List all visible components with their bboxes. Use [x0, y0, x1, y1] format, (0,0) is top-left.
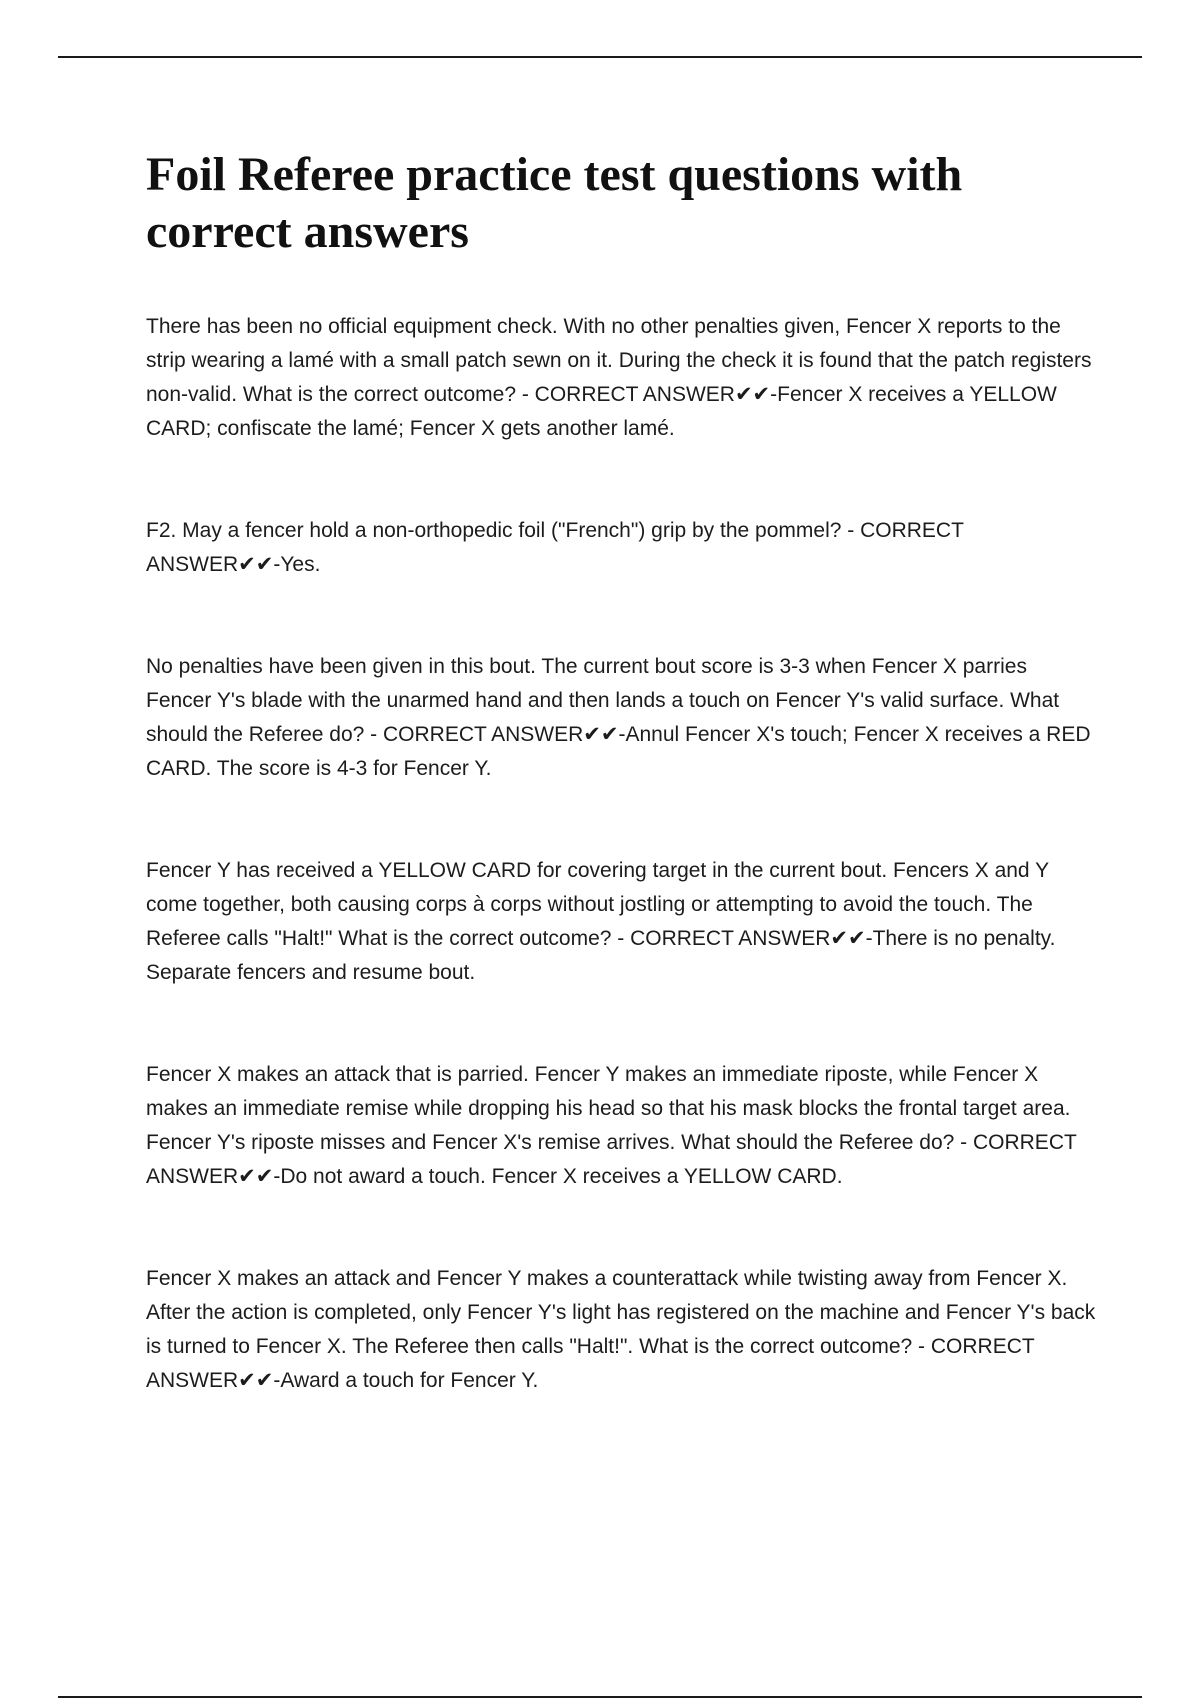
- qa-item-4: Fencer Y has received a YELLOW CARD for covering target in the current bout. Fencers X and Y come together, both causing corps à corps without jostling or attempting to avoid the touch. The Referee calls "Halt!" What is the correct outcome? - CORRECT ANSWER✔✔-There is no penalty. Separate fencers and resume bout.: [146, 859, 1056, 984]
- qa-item-3: No penalties have been given in this bout. The current bout score is 3-3 when Fencer X parries Fencer Y's blade with the unarmed hand and then lands a touch on Fencer Y's valid surface. What should the Referee do? - CORRECT ANSWER✔✔-Annul Fencer X's touch; Fencer X receives a RED CARD. The score is 4-3 for Fencer Y.: [146, 655, 1091, 780]
- qa-item-6: Fencer X makes an attack and Fencer Y makes a counterattack while twisting away from Fencer X. After the action is completed, only Fencer Y's light has registered on the machine and Fencer Y's back is turned to Fencer X. The Referee then calls "Halt!". What is the correct outcome? - CORRECT ANSWER✔✔-Award a touch for Fencer Y.: [146, 1267, 1096, 1392]
- qa-item-1: There has been no official equipment check. With no other penalties given, Fencer X reports to the strip wearing a lamé with a small patch sewn on it. During the check it is found that the patch registers non-valid. What is the correct outcome? - CORRECT ANSWER✔✔-Fencer X receives a YELLOW CARD; confiscate the lamé; Fencer X gets another lamé.: [146, 315, 1092, 440]
- page-title: Foil Referee practice test questions with correct answers: [146, 148, 963, 258]
- bottom-rule: [58, 1696, 1142, 1698]
- qa-item-2: F2. May a fencer hold a non-orthopedic foil ("French") grip by the pommel? - CORRECT ANSWER✔✔-Yes.: [146, 519, 964, 576]
- document-body: [146, 146, 1096, 1466]
- qa-list: [146, 310, 1096, 1398]
- top-rule: [58, 56, 1142, 58]
- qa-item-5: Fencer X makes an attack that is parried. Fencer Y makes an immediate riposte, while Fencer X makes an immediate remise while dropping his head so that his mask blocks the frontal target area. Fencer Y's riposte misses and Fencer X's remise arrives. What should the Referee do? - CORRECT ANSWER✔✔-Do not award a touch. Fencer X receives a YELLOW CARD.: [146, 1063, 1077, 1188]
